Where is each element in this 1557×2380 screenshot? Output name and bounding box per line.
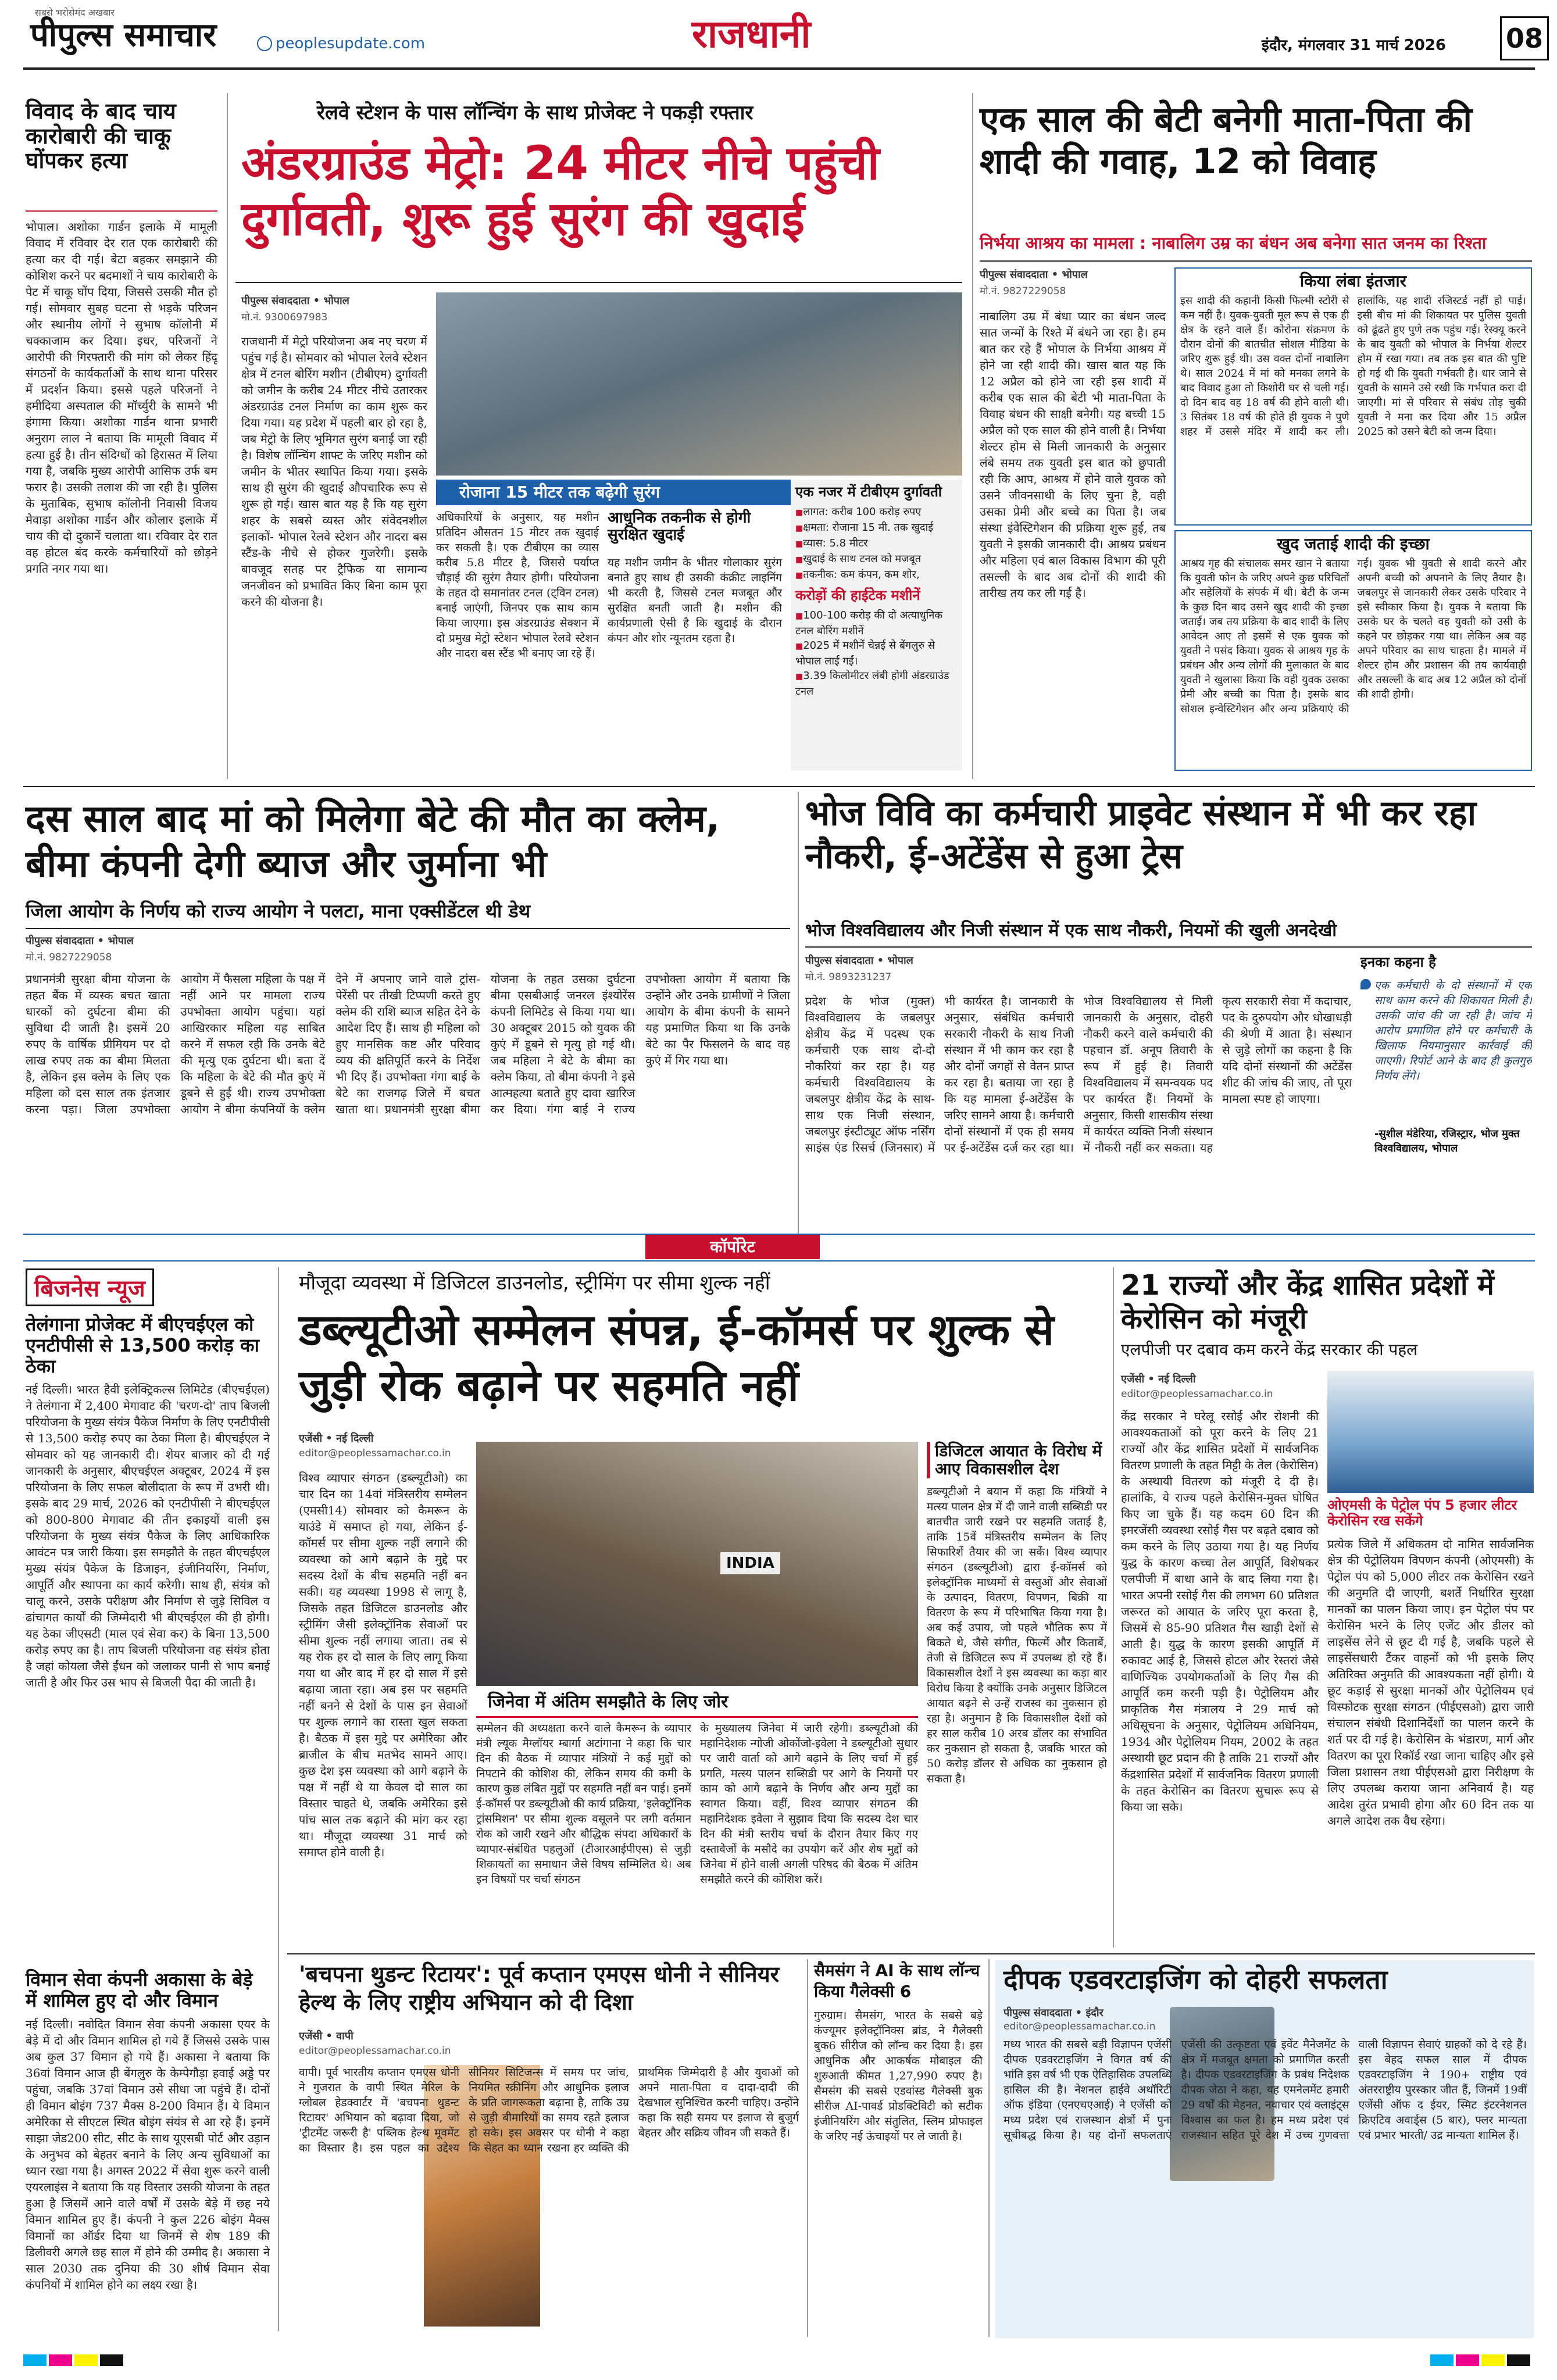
headline-rule bbox=[26, 210, 217, 212]
page-number: 08 bbox=[1500, 16, 1549, 60]
fact-item: ■ खुदाई के साथ टनल को मजबूत bbox=[795, 552, 958, 567]
story-dhoni bbox=[287, 1960, 799, 2338]
byline: पीपुल्स संवाददाता • भोपाल bbox=[241, 295, 349, 307]
headline-rule bbox=[26, 928, 790, 929]
quote-attribution: -सुशील मंडेरिया, रजिस्ट्रार, भोज मुक्त विश्वविद्यालय, भोपाल bbox=[1374, 1128, 1520, 1155]
story-kerosene bbox=[1121, 1268, 1534, 1946]
story-headline: दीपक एडवरटाइजिंग को दोहरी सफलता bbox=[1004, 1964, 1388, 1995]
facts-list bbox=[791, 505, 962, 583]
fact-item: ■ व्यास: 5.8 मीटर bbox=[795, 536, 958, 552]
print-registration-strip bbox=[1430, 2354, 1533, 2368]
story-samsung bbox=[814, 1960, 983, 2338]
column-divider bbox=[972, 93, 973, 779]
story-kicker: निर्भया आश्रय का मामला : नाबालिग उम्र का बंधन अब बनेगा सात जनम का रिश्ता bbox=[980, 233, 1487, 253]
story-kicker: भोज विश्वविद्यालय और निजी संस्थान में एक साथ नौकरी, नियमों की खुली अनदेखी bbox=[805, 920, 1337, 941]
column-divider bbox=[278, 1267, 279, 2331]
fact-item: ■ 2025 में मशीनें चेन्नई से बेंगलुरु से भोपाल लाई गईं। bbox=[795, 638, 958, 669]
headline-rule bbox=[235, 282, 962, 283]
business-news-column bbox=[26, 1268, 270, 2338]
story-headline: तेलंगाना प्रोजेक्ट में बीएचईएल को एनटीपीसी से 13,500 करोड़ का ठेका bbox=[26, 1313, 259, 1377]
section-title: राजधानी bbox=[692, 12, 811, 56]
story-body: भोपाल। अशोका गार्डन इलाके में मामूली विवाद में रविवार देर रात एक कारोबारी की हत्या कर दी गई। बेटा बहकर समझाने की कोशिश करने पर बदमाशों ने चाय कारोबारी के पेट में चाकू घोंप दिया, जिससे उसकी मौत हो गई। सोमवार सुबह घटना से भड़के परिजन और स्थानीय लोगों ने सुभाष कॉलोनी में चक्काजाम कर दिया। इधर, परिजनों ने आरोपी की गिरफ्तारी की मांग को लेकर हिंदू संगठनों के कार्यकर्ताओं के साथ थाना परिसर में प्रदर्शन किया। इससे पहले परिजनों ने हमीदिया अस्पताल की मॉर्च्युरी के सामने भी हंगामा किया। अशोका गार्डन थाना प्रभारी अनुराग लाल ने बताया कि मामूली विवाद में हत्या हुई है। तीन संदिग्धों को हिरासत में लिया गया है, जबकि मुख्य आरोपी आसिफ उर्फ बम फरार है। उसकी तलाश की जा रही है। पुलिस के मुताबिक, सुभाष कॉलोनी निवासी विजय मेवाड़ा अशोका गार्डन और कोलार इलाके में चाय की दो दुकानें चलाता था। रविवार देर रात वह होटल बंद करके कर्मचारियों को छोड़ने प्रगति नगर गया था। bbox=[26, 220, 217, 576]
story-body: राजधानी में मेट्रो परियोजना अब नए चरण में पहुंच गई है। सोमवार को भोपाल रेलवे स्टेशन क्षेत्र में टनल बोरिंग मशीन (टीबीएम) दुर्गावती को जमीन के करीब 24 मीटर नीचे उतारकर अंडरग्राउंड टनल निर्माण का काम शुरू कर दिया गया। यह प्रदेश में पहली बार हो रहा है, जब मेट्रो के लिए भूमिगत सुरंग बनाई जा रही है। विशेष लॉन्चिंग शाफ्ट के जरिए मशीन को जमीन के भीतर स्थापित किया गया। इसके साथ ही सुरंग की खुदाई औपचारिक रूप से शुरू हो गई। खास बात यह है कि यह सुरंग शहर के सबसे व्यस्त और संवेदनशील इलाकों- भोपाल रेलवे स्टेशन और नादरा बस स्टैंड-के नीचे से होकर गुजरेगी। इसके बावजूद सतह पर ट्रैफिक या सामान्य जनजीवन को प्रभावित किए बिना काम पूरा करने की योजना है। bbox=[241, 334, 427, 609]
photo-nameplate: INDIA bbox=[720, 1552, 780, 1574]
box-title: खुद जताई शादी की इच्छा bbox=[1277, 534, 1430, 553]
byline: एजेंसी • नई दिल्ली bbox=[299, 1432, 374, 1445]
story-headline: दस साल बाद मां को मिलेगा बेटे की मौत का क्लेम, बीमा कंपनी देगी ब्याज और जुर्माना भी bbox=[26, 798, 720, 886]
headline-rule bbox=[980, 260, 1532, 262]
headline-rule bbox=[805, 946, 1532, 948]
story-headline: 21 राज्यों और केंद्र शासित प्रदेशों में केरोसिन को मंजूरी bbox=[1121, 1269, 1494, 1335]
byline: एजेंसी • नई दिल्ली bbox=[1121, 1373, 1196, 1385]
story-body-continued: प्रत्येक जिले में अधिकतम दो नामित सार्वजनिक क्षेत्र की पेट्रोलियम विपणन कंपनी (ओएमसी) के पेट्रोल पंप को 5,000 लीटर तक केरोसिन रखने की अनुमति दी जाएगी, बशर्ते निर्धारित सुरक्षा मानकों का पालन किया जाए। इन पेट्रोल पंप पर केरोसिन भरने के लिए एजेंट और डीलर को लाइसेंस लेने से छूट दी गई है, जबकि पहले से लाइसेंसधारी टैंकर वाहनों को भी इसके लिए अतिरिक्त अनुमति की आवश्यकता नहीं होगी। ये छूट कड़ाई से सुरक्षा मानकों और पेट्रोलियम एवं विस्फोटक सुरक्षा संगठन (पीईएसओ) द्वारा जारी संचालन संबंधी दिशानिर्देशों का पालन करने के शर्त पर दी गई है। केरोसिन के भंडारण, मार्ग और वितरण का पूरा रिकॉर्ड रखा जाना चाहिए और इसे जिला प्रशासन तथा पीईएसओ द्वारा निरीक्षण के लिए उपलब्ध कराया जाना अनिवार्य है। यह आदेश तुरंत प्रभावी होगा और 60 दिन तक या अगले आदेश तक वैध रहेगा। bbox=[1327, 1537, 1534, 1828]
column-divider bbox=[798, 792, 799, 1234]
business-label: बिजनेस न्यूज bbox=[26, 1268, 154, 1306]
dateline: इंदौर, मंगलवार 31 मार्च 2026 bbox=[1262, 37, 1446, 54]
contact-email[interactable]: editor@peoplessamachar.co.in bbox=[299, 1448, 451, 1459]
story-kicker: मौजूदा व्यवस्था में डिजिटल डाउनलोड, स्ट्रीमिंग पर सीमा शुल्क नहीं bbox=[299, 1271, 770, 1295]
story-headline: सैमसंग ने AI के साथ लॉन्च किया गैलेक्सी 6 bbox=[814, 1961, 980, 2001]
corporate-label: कॉर्पोरेट bbox=[645, 1235, 820, 1259]
fact-item: ■ तकनीक: कम कंपन, कम शोर, bbox=[795, 567, 958, 583]
story-wto bbox=[287, 1267, 1107, 1947]
globe-icon bbox=[257, 36, 272, 51]
reporter-phone: मो.नं. 9827229058 bbox=[980, 285, 1066, 297]
contact-email[interactable]: editor@peoplessamachar.co.in bbox=[299, 2045, 451, 2057]
story-body: नई दिल्ली। भारत हैवी इलेक्ट्रिकल्स लिमिटेड (बीएचईएल) ने तेलंगाना में 2,400 मेगावाट की 'चरण-दो' ताप बिजली परियोजना के मुख्य संयंत्र पैकेज निर्माण के लिए एनटीपीसी से 13,500 करोड़ रुपए का ठेका मिला है। बीएचईएल ने सोमवार को यह जानकारी दी। शेयर बाजार को दी गई जानकारी के अनुसार, बीएचईएल अक्टूबर, 2024 में इस परियोजना के लिए सफल बोलीदाता के रूप में उभरी थी। इसके बाद 29 मार्च, 2026 को एनटीपीसी ने बीएचईएल को 800-800 मेगावाट की तीन इकाइयों वाली इस परियोजना के मुख्य संयंत्र पैकेज के लिए आधिकारिक आवंटन पत्र जारी किया। इस समझौते के तहत बीएचईएल मुख्य संयंत्र पैकेज के डिजाइन, इंजीनियरिंग, निर्माण, आपूर्ति और स्थापना का कार्य करेगी। साथ ही, संयंत्र को चालू करने, उसके परीक्षण और निर्माण से जुड़े सिविल व ढांचागत कार्यों की जिम्मेदारी भी बीएचईएल की ही होगी। यह ठेका जीएसटी (माल एवं सेवा कर) के बिना 13,500 करोड़ रुपए का है। ताप बिजली परियोजना वह संयंत्र होता है जहां कोयला जैसे ईंधन को जलाकर पानी से भाप बनाई जाती है और फिर उस भाप से बिजली पैदा की जाती है। bbox=[26, 1382, 270, 1690]
photo-caption: ओएमसी के पेट्रोल पंप 5 हजार लीटर केरोसिन रख सकेंगे bbox=[1327, 1497, 1517, 1529]
reporter-phone: मो.नं. 9893231237 bbox=[805, 971, 892, 983]
story-headline: विमान सेवा कंपनी अकासा के बेड़े में शामिल हुए दो और विमान bbox=[26, 1968, 253, 2012]
column-divider bbox=[1113, 1267, 1114, 1947]
story-body: प्रदेश के भोज (मुक्त) विश्वविद्यालय के जबलपुर क्षेत्रीय केंद्र में पदस्थ एक कर्मचारी एक साथ दो-दो नौकरियां कर रहा है। यह कर्मचारी विश्वविद्यालय के जबलपुर क्षेत्रीय केंद्र के साथ-साथ एक निजी संस्थान, जबलपुर इंस्टीट्यूट ऑफ नर्सिंग साइंस एंड रिसर्च (जिनसार) में भी कार्यरत है। जानकारी के अनुसार, संबंधित कर्मचारी सरकारी नौकरी के साथ निजी संस्थान में भी काम कर रहा है और दोनों जगहों से वेतन प्राप्त कर रहा है। बताया जा रहा है कि यह मामला ई-अटेंडेंस के जरिए सामने आया है। कर्मचारी दोनों संस्थानों में एक ही समय पर ई-अटेंडेंस दर्ज कर रहा था। भोज विश्वविद्यालय से मिली जानकारी के अनुसार, दोहरी नौकरी करने वाले कर्मचारी की पहचान डॉ. अनूप तिवारी के रूप में हुई है। तिवारी विश्वविद्यालय में समन्वयक पद पर कार्यरत हैं। नियमों के अनुसार, किसी शासकीय संस्था में कार्यरत व्यक्ति निजी संस्थान में नौकरी नहीं कर सकता। यह कृत्य सरकारी सेवा में कदाचार, पद के दुरुपयोग और धोखाधड़ी की श्रेणी में आता है। संस्थान से जुड़े लोगों का कहना है कि यदि दोनों संस्थानों की अटेंडेंस शीट की जांच की जाए, तो पूरा मामला स्पष्ट हो जाएगा। bbox=[805, 994, 1352, 1155]
masthead-bar bbox=[0, 0, 1557, 65]
byline: पीपुल्स संवाददाता • भोपाल bbox=[805, 955, 913, 967]
quote-title: इनका कहना है bbox=[1360, 954, 1436, 970]
sidebar-box-wait bbox=[1174, 267, 1532, 526]
story-headline: भोज विवि का कर्मचारी प्राइवेट संस्थान में भी कर रहा नौकरी, ई-अटेंडेंस से हुआ ट्रेस bbox=[805, 793, 1477, 877]
print-registration-strip bbox=[23, 2354, 126, 2368]
reporter-phone: मो.नं. 9827229058 bbox=[26, 952, 112, 963]
photo-caption-bar: रोजाना 15 मीटर तक बढ़ेगी सुरंग bbox=[436, 480, 808, 505]
byline: पीपुल्स संवाददाता • इंदौर bbox=[1004, 2007, 1104, 2019]
story-body: विश्व व्यापार संगठन (डब्ल्यूटीओ) का चार दिन का 14वां मंत्रिस्तरीय सम्मेलन (एमसी14) सोमवार को कैमरून के याउंडे में समाप्त हो गया, लेकिन ई-कॉमर्स पर सीमा शुल्क नहीं लगाने की व्यवस्था को आगे बढ़ाने के मुद्दे पर सदस्य देशों के बीच सहमति नहीं बन सकी। यह व्यवस्था 1998 से लागू है, जिसके तहत डिजिटल डाउनलोड और स्ट्रीमिंग जैसी इलेक्ट्रॉनिक सेवाओं पर सीमा शुल्क नहीं लगाया जाता। तब से यह रोक हर दो साल के लिए लागू किया गया था और बाद में हर दो साल में इसे बढ़ाया जाता रहा। अब इस पर सहमति नहीं बनने से देशों के पास इन सेवाओं पर शुल्क लगाने का रास्ता खुल सकता है। बैठक में इस मुद्दे पर अमेरिका और ब्राजील के बीच मतभेद सामने आए। कुछ देश इस व्यवस्था को आगे बढ़ाने के पक्ष में नहीं थे या केवल दो साल का विस्तार चाहते थे, जबकि अमेरिका इसे पांच साल तक बढ़ाने की मांग कर रहा था। मौजूदा व्यवस्था 31 मार्च को समाप्त होने वाली है। bbox=[299, 1471, 467, 1859]
story-headline: एक साल की बेटी बनेगी माता-पिता की शादी की गवाह, 12 को विवाह bbox=[980, 99, 1472, 182]
story-headline: डब्ल्यूटीओ सम्मेलन संपन्न, ई-कॉमर्स पर शुल्क से जुड़ी रोक बढ़ाने पर सहमति नहीं bbox=[299, 1305, 1054, 1411]
box-body: इस शादी की कहानी किसी फिल्मी स्टोरी से कम नहीं है। युवक-युवती मूल रूप से एक ही क्षेत्र के रहने वाले हैं। कोरोना संक्रमण के दौरान दोनों की बातचीत सोशल मीडिया के जरिए शुरू हुई थी। उस वक्त दोनों नाबालिग थे। साल 2024 में मां को मनका लगने के बाद विवाद हुआ तो किशोरी घर से चली गई। दो दिन बाद वह 18 वर्ष की होने वाली थी। 3 सितंबर 18 वर्ष की होते ही युवक ने पुणे शहर में उससे मंदिर में शादी कर ली। हालांकि, यह शादी रजिस्टर्ड नहीं हो पाई। इसी बीच मां की शिकायत पर पुलिस युवती को ढूंढते हुए पुणे तक पहुंच गई। रेस्क्यू करने के बाद युवती को भोपाल के निर्भया शेल्टर होम में रखा गया। तब तक इस बात की पुष्टि हो गई थी कि युवती गर्भवती है। धार जाने से युवती के सामने उसे रखी कि गर्भपात करा दी जाएगी। मां से परिवार से संबंध तोड़ चुकी युवती ने मना कर दिया और 15 अप्रैल 2025 को उसने बेटी को जन्म दिया। bbox=[1180, 295, 1526, 438]
sidebar-title: डिजिटल आयात के विरोध में आए विकासशील देश bbox=[927, 1442, 1107, 1478]
photo-caption-bar: जिनेवा में अंतिम समझौते के लिए जोर bbox=[476, 1688, 918, 1718]
byline: एजेंसी • वापी bbox=[299, 2030, 353, 2042]
byline: पीपुल्स संवाददाता • भोपाल bbox=[26, 935, 134, 947]
header-rule bbox=[23, 67, 1535, 70]
story-body: प्रधानमंत्री सुरक्षा बीमा योजना के तहत बैंक में व्यस्क बचत खाता धारकों को दुर्घटना बीमा की सुविधा दी जाती है। इसमें 20 रुपए के वार्षिक प्रीमियम पर दो लाख रुपए तक का बीमा मिलता है, लेकिन इस क्लेम के लिए एक महिला को दस साल तक इंतजार करना पड़ा। जिला उपभोक्ता आयोग में फैसला महिला के पक्ष में नहीं आने पर मामला राज्य उपभोक्ता आयोग पहुंचा। यहां आखिरकार महिला यह साबित करने में सफल रही कि उनके बेटे की मृत्यु एक दुर्घटना थी। बता दें कि महिला के बेटे की मौत कुएं में डूबने से हुई थी। राज्य उपभोक्ता आयोग ने बीमा कंपनियों के क्लेम देने में अपनाए जाने वाले ट्रांस-पेरेंसी पर तीखी टिप्पणी करते हुए क्लेम की राशि ब्याज सहित देने के आदेश दिए हैं। साथ ही महिला को हुए मानसिक कष्ट और परिवाद व्यय की क्षतिपूर्ति करने के निर्देश भी दिए हैं। उपभोक्ता गंगा बाई के बेटे का राजगढ़ जिले में बचत खाता था। प्रधानमंत्री सुरक्षा बीमा योजना के तहत उसका दुर्घटना बीमा एसबीआई जनरल इंश्योरेंस कंपनी लिमिटेड से किया गया था। 30 अक्टूबर 2015 को युवक की कुएं में डूबने से मृत्यु हो गई थी। जब महिला ने बेटे के बीमा का क्लेम किया, तो बीमा कंपनी ने इसे आत्महत्या बताते हुए दावा खारिज कर दिया। गंगा बाई ने राज्य उपभोक्ता आयोग में बताया कि उन्होंने और उनके ग्रामीणों ने जिला आयोग के बीमा कंपनी के सामने यह प्रमाणित किया था कि उनके बेटे का पैर फिसलने के बाद वह कुएं में गिर गया था। bbox=[26, 972, 790, 1116]
kerosene-photo bbox=[1327, 1371, 1534, 1493]
story-col3: यह मशीन जमीन के भीतर गोलाकार सुरंग बनाते हुए साथ ही उसकी कंक्रीट लाइनिंग भी करती है, जिससे टनल मजबूत और सुरक्षित बनती जाती है। मशीन की कार्यप्रणाली ऐसी है कि खुदाई के दौरान कंपन और शोर न्यूनतम रहता है। bbox=[608, 556, 782, 645]
story-bhoj-university bbox=[805, 792, 1532, 1234]
story-tea-murder bbox=[26, 99, 217, 762]
sidebar-body: डब्ल्यूटीओ ने बयान में कहा कि मंत्रियों ने मत्स्य पालन क्षेत्र में दी जाने वाली सब्सिडी पर बातचीत जारी रखने पर सहमति जताई है, ताकि 15वें मंत्रिस्तरीय सम्मेलन के लिए सिफारिशें तैयार की जा सकें। विश्व व्यापार संगठन (डब्ल्यूटीओ) द्वारा ई-कॉमर्स को इलेक्ट्रॉनिक माध्यमों से वस्तुओं और सेवाओं के उत्पादन, वितरण, विपणन, बिक्री या वितरण के रूप में परिभाषित किया गया है। अब कई उपाय, जो पहले भौतिक रूप में बिकते थे, जैसे संगीत, फिल्में और किताबें, तेजी से डिजिटल रूप में उपलब्ध हो रहे हैं। विकासशील देशों ने इस व्यवस्था का कड़ा बार विरोध किया है क्योंकि उनके अनुसार डिजिटल आयात बढ़ने से उन्हें राजस्व का नुकसान हो रहा है। अनुमान है कि विकासशील देशों को हर साल करीब 10 अरब डॉलर का संभावित कर नुकसान हो सकता है, जबकि भारत को 50 करोड़ डॉलर से अधिक का नुकसान हो सकता है। bbox=[927, 1485, 1107, 1785]
story-kicker: रेलवे स्टेशन के पास लॉन्चिंग के साथ प्रोजेक्ट ने पकड़ी रफ्तार bbox=[317, 101, 753, 124]
story-deepak-advertising bbox=[995, 1960, 1534, 2338]
section-rule bbox=[287, 1953, 1535, 1954]
story-body: मध्य भारत की सबसे बड़ी विज्ञापन एजेंसी दीपक एडवरटाइजिंग ने विगत वर्ष की भांति इस वर्ष भी एक ऐतिहासिक उपलब्धि हासिल की है। नेशनल हाईवे अथॉरिटी ऑफ इंडिया (एनएचएआई) ने एजेंसी को मध्य प्रदेश एवं राजस्थान क्षेत्रों में पुनः सूचीबद्ध किया है। यह दोनों सफलताएं एजेंसी की उत्कृष्टता एवं इवेंट मैनेजमेंट के क्षेत्र में मजबूत क्षमता को प्रमाणित करती है। दीपक एडवरटाइजिंग के प्रबंध निदेशक दीपक जेठा ने कहा, यह एमनेलमेंट हमारी 29 वर्षों की मेहनत, नवाचार एवं क्लाइंट्स विश्वास का फल है। हम मध्य प्रदेश एवं राजस्थान सहित पूरे देश में उच्च गुणवत्ता वाली विज्ञापन सेवाएं ग्राहकों को दे रहे हैं। इस बेहद सफल साल में दीपक एडवरटाइजिंग ने 190+ राष्ट्रीय एवं अंतरराष्ट्रीय पुरस्कार जीत हैं, जिनमें 19वीं एजेंसी ऑफ द ईयर, स्मिट इंटरनेशनल क्रिएटिव अवार्ड्स (5 बार), फ्लर मान्यता एवं प्रभार भारती/ उद्र मान्यता शामिल हैं। bbox=[1004, 2038, 1527, 2142]
sidebar-box-wish bbox=[1174, 530, 1532, 771]
fact-item: ■ क्षमता: रोजाना 15 मी. तक खुदाई bbox=[795, 520, 958, 536]
contact-email[interactable]: editor@peoplessamachar.co.in bbox=[1004, 2021, 1156, 2032]
story-kicker: एलपीजी पर दबाव कम करने केंद्र सरकार की पहल bbox=[1121, 1340, 1418, 1359]
quote-icon bbox=[1360, 979, 1371, 989]
story-headline: अंडरग्राउंड मेट्रो: 24 मीटर नीचे पहुंची दुर्गावती, शुरू हुई सुरंग की खुदाई bbox=[241, 136, 880, 246]
story-metro bbox=[235, 96, 968, 782]
reporter-phone: मो.नं. 9300697983 bbox=[241, 312, 328, 323]
fact-item: ■ 3.39 किलोमीटर लंबी होगी अंडरग्राउंड टनल bbox=[795, 669, 958, 699]
story-body: गुरुग्राम। सैमसंग, भारत के सबसे बड़े कंज्यूमर इलेक्ट्रॉनिक्स ब्रांड, ने गैलेक्सी बुक6 सीरीज को लॉन्च कर दिया है। इस आधुनिक और आकर्षक मोबाइल की शुरुआती कीमत 1,27,990 रुपए है। सैमसंग की सबसे एडवांस्ड गैलेक्सी बुक सीरीज AI-पावर्ड प्रोडक्टिविटी को सटीक इंजीनियरिंग और संतुलित, स्लिम प्रोफाइल के जरिए नई ऊंचाइयों पर ले जाती है। bbox=[814, 2009, 983, 2143]
box-title: किया लंबा इंतजार bbox=[1299, 271, 1407, 291]
metro-team-photo bbox=[436, 292, 962, 476]
story-col4: के मुख्यालय जिनेवा में जारी रहेगी। डब्ल्यूटीओ की महानिदेशक न्गोजी ओकोंजो-इवेला ने डब्ल्यूटीओ सुधार पर जारी वार्ता को आगे बढ़ाने के लिए चर्चा में हुई प्रगति, मत्स्य पालन सब्सिडी पर आगे के नियमों पर काम को आगे बढ़ाने के निर्णय और अन्य मुद्दों का स्वागत किया। वहीं, विश्व व्यापार संगठन की महानिदेशक इवेला ने सुझाव दिया कि सदस्य देश चार दिन की मंत्री स्तरीय चर्चा के दौरान तैयार किए गए दस्तावेजों के मसौदे का उपयोग करें और शेष मुद्दों को जिनेवा में होने वाली अगली परिषद की बैठक में अंतिम समझौते करने की कोशिश करें। bbox=[700, 1722, 918, 1886]
story-body: वापी। पूर्व भारतीय कप्तान एमएस धोनी ने गुजरात के वापी स्थित मेरिल के ग्लोबल हेडक्वार्टर में 'बचपना थुडन्ट रिटायर' अभियान को बढ़ावा दिया, जो 'ट्रीटमेंट जरूरी है' पब्लिक हेल्थ मूवमेंट का विस्तार है। इस पहल का उद्देश्य सीनियर सिटिजन्स में समय पर जांच, नियमित स्क्रीनिंग और आधुनिक इलाज के प्रति जागरूकता बढ़ाना है, ताकि उम्र से जुड़ी बीमारियों का समय रहते इलाज हो सके। इस अवसर पर धोनी ने कहा कि सेहत का ध्यान रखना हर व्यक्ति की प्राथमिक जिम्मेदारी है और युवाओं को अपने माता-पिता व दादा-दादी की देखभाल सुनिश्चित करनी चाहिए। उन्होंने कहा कि सही समय पर इलाज से बुजुर्ग बेहतर और सक्रिय जीवन जी सकते हैं। bbox=[299, 2066, 799, 2154]
byline: पीपुल्स संवाददाता • भोपाल bbox=[980, 269, 1088, 281]
facts-box bbox=[791, 480, 962, 770]
box-body: आश्रय गृह की संचालक समर खान ने बताया कि युवती फोन के जरिए अपने कुछ परिचितों और सहेलियों के संपर्क में थी। बेटी के जन्म के कुछ दिन बाद उसने खुद शादी की इच्छा जताई। जब तय प्रक्रिया के बाद शादी के लिए आवेदन आए तो इसमें से एक युवक को युवती ने पसंद किया। युवक से आश्रय गृह के प्रबंधन और अन्य लोगों की मुलाकात के बाद युवती ने खुलासा किया कि वही युवक उसका प्रेमी और बच्ची का पिता है। इसके बाद सोशल इन्वेस्टिगेशन और अन्य प्रक्रियाएं की गईं। युवक भी युवती से शादी करने और अपनी बच्ची को अपनाने के लिए तैयार है। जबलपुर से जानकारी लेकर उसके परिवार ने इसे स्वीकार किया है। युवक ने बताया कि उसके घर के चलते वह युवती को उसी के कहने पर छोड़कर गया था। लेकिन अब वह अपने परिवार का साथ चाहता है। मामले में शेल्टर होम और प्रशासन की तय कार्यवाही और तसल्ली के बाद अब 12 अप्रैल को दोनों की शादी होगी। bbox=[1180, 558, 1526, 716]
fact-item: ■ लागत: करीब 100 करोड़ रुपए bbox=[795, 505, 958, 520]
website-url[interactable]: peoplesupdate.com bbox=[276, 35, 426, 52]
column-divider bbox=[227, 93, 228, 779]
story-headline: विवाद के बाद चाय कारोबारी की चाकू घोंपकर हत्या bbox=[26, 98, 176, 174]
column-divider bbox=[807, 1959, 808, 2337]
column-divider bbox=[988, 1959, 990, 2337]
story-body: केंद्र सरकार ने घरेलू रसोई और रोशनी की आवश्यकताओं को पूरा करने के लिए 21 राज्यों और केंद्र शासित प्रदेशों में सार्वजनिक वितरण प्रणाली के तहत मिट्टी के तेल (केरोसिन) के अस्थायी वितरण को मंजूरी दे दी है। हालांकि, ये राज्य पहले केरोसिन-मुक्त घोषित किए जा चुके हैं। यह कदम 60 दिन की इमरजेंसी व्यवस्था रसोई गैस पर बढ़ते दबाव को कम करने के लिए उठाया गया है। यह निर्णय युद्ध के कारण कच्चा तेल आपूर्ति, विशेषकर एलपीजी में बाधा आने के बाद लिया गया है। भारत अपनी रसोई गैस की लगभग 60 प्रतिशत जरूरत को आयात के जरिए पूरा करता है, जिसमें से 85-90 प्रतिशत गैस खाड़ी देशों से आती है। युद्ध के कारण इसकी आपूर्ति में रुकावट आई है, जिससे होटल और रेस्तरां जैसे वाणिज्यिक उपयोगकर्ताओं के लिए गैस की आपूर्ति कम करनी पड़ी है। पेट्रोलियम और प्राकृतिक गैस मंत्रालय ने 29 मार्च को अधिसूचना के अनुसार, पेट्रोलियम अधिनियम, 1934 और पेट्रोलियम नियम, 2002 के तहत अस्थायी छूट प्रदान की है ताकि 21 राज्यों और केंद्रशासित प्रदेशों में सार्वजनिक वितरण प्रणाली के तहत केरोसिन का वितरण सुचारू रूप से किया जा सके। bbox=[1121, 1409, 1319, 1814]
story-col2: अधिकारियों के अनुसार, यह मशीन प्रतिदिन औसतन 15 मीटर तक खुदाई कर सकती है। एक टीबीएम का व्यास करीब 5.8 मीटर है, जिससे पर्याप्त चौड़ाई की सुरंग तैयार होगी। परियोजना के तहत दो समानांतर टनल (ट्विन टनल) बनाई जाएंगी, जिनपर एक साथ काम किया जाएगा। इस अंडरग्राउंड सेक्शन में दो प्रमुख मेट्रो स्टेशन भोपाल रेलवे स्टेशन और नादरा बस स्टैंड भी बनाए जा रहे हैं। bbox=[436, 511, 599, 660]
story-insurance-claim bbox=[26, 796, 790, 1227]
story-body: नाबालिग उम्र में बंधा प्यार का बंधन जल्द सात जन्मों के रिश्ते में बंधने जा रहा है। हम बात कर रहे हैं भोपाल के निर्भया आश्रय में होने जा रही शादी की। खास बात यह कि 12 अप्रैल को होने जा रही इस शादी में करीब एक साल की बेटी भी माता-पिता के विवाह बंधन की साक्षी बनेगी। यह बच्ची 15 अप्रैल को एक साल की होने वाली है। निर्भया शेल्टर होम से मिली जानकारी के अनुसार लंबे समय तक युवती इस बात को छुपाती रही कि आप, आश्रय में होने वाले युवक को उसने जीवनसाथी के लिए चुना है, वही उसका प्रेमी और बच्चे का पिता है। जब संस्था इंवेस्टिगेशन की प्रक्रिया शुरू हुई, तब युवती ने इसकी जानकारी दी। आश्रय प्रबंधन और महिला एवं बाल विकास विभाग की पूरी तसल्ली के बाद अब दोनों की शादी की तारीख तय कर ली गई है। bbox=[980, 309, 1166, 600]
masthead-tagline: सबसे भरोसेमंद अखबार bbox=[35, 7, 115, 18]
masthead-logo: पीपुल्स समाचार bbox=[30, 16, 217, 54]
sidebar-developing-countries bbox=[927, 1442, 1107, 1942]
facts-title: एक नजर में टीबीएम दुर्गावती bbox=[795, 484, 942, 500]
section-rule bbox=[23, 786, 1535, 787]
wto-meeting-photo bbox=[476, 1442, 918, 1686]
fact-item: ■ 100-100 करोड़ की दो अत्याधुनिक टनल बोरिंग मशीनें bbox=[795, 608, 958, 638]
story-col3: सम्मेलन की अध्यक्षता करने वाले कैमरून के व्यापार मंत्री ल्यूक मैग्लॉयर म्बार्गा अटांगाना ने कहा कि चार दिन की बैठक में व्यापार मंत्रियों ने कई मुद्दों को निपटाने की कोशिश की, लेकिन समय की कमी के कारण कुछ लंबित मुद्दों पर सहमति नहीं बन पाई। इनमें ई-कॉमर्स पर डब्ल्यूटीओ की कार्य प्रक्रिया, 'इलेक्ट्रॉनिक ट्रांसमिशन' पर सीमा शुल्क वसूलने पर लगी वर्तमान रोक को जारी रखने और बौद्धिक संपदा अधिकारों के व्यापार-संबंधित पहलुओं (टीआरआईपीएस) से जुड़ी शिकायतों का समाधान जैसे विषय सम्मिलित थे। अब इन विषयों पर चर्चा संगठन bbox=[476, 1722, 691, 1886]
story-headline: 'बचपना थुडन्ट रिटायर': पूर्व कप्तान एमएस धोनी ने सीनियर हेल्थ के लिए राष्ट्रीय अभियान को दी दिशा bbox=[299, 1961, 780, 2015]
facts2-list bbox=[791, 608, 962, 699]
subhead: आधुनिक तकनीक से होगी सुरक्षित खुदाई bbox=[608, 509, 751, 544]
quote-box bbox=[1360, 955, 1532, 1199]
story-kicker: जिला आयोग के निर्णय को राज्य आयोग ने पलटा, माना एक्सीडेंटल थी डेथ bbox=[26, 900, 531, 922]
quote-text: एक कर्मचारी के दो संस्थानों में एक साथ काम करने की शिकायत मिली है। उसकी जांच की जा रही है। जांच में आरोप प्रमाणित होने पर कर्मचारी के खिलाफ नियमानुसार कार्रवाई की जाएगी। रिपोर्ट आने के बाद ही कुलगुरु निर्णय लेंगे। bbox=[1374, 979, 1532, 1082]
contact-email[interactable]: editor@peoplessamachar.co.in bbox=[1121, 1388, 1273, 1400]
story-shelter-wedding bbox=[980, 99, 1532, 779]
facts2-title: करोड़ों की हाईटेक मशीनें bbox=[795, 587, 920, 603]
story-body: नई दिल्ली। नवोदित विमान सेवा कंपनी अकासा एयर के बेड़े में दो और विमान शामिल हो गये हैं जिससे उसके पास अब कुल 37 विमान हो गये हैं। अकासा ने बताया कि 36वां विमान आज ही बेंगलुरु के केम्पेगौड़ा हवाई अड्डे पर पहुंचा, जबकि 37वां विमान उसे सीधा जा पहुंचे हैं। दोनों ही विमान बोइंग 737 मैक्स 8-200 विमान हैं। ये विमान अमेरिका से सीएटल स्थित बोइंग संयंत्र से आ रहे हैं। इनमें साझा जेड200 सीट, सीट के साथ यूएसबी पोर्ट और उड़ान के अनुभव को बेहतर बनाने के लिए अन्य सुविधाओं का ध्यान रखा गया है। अगस्त 2022 में सेवा शुरू करने वाली एयरलाइंस ने बताया कि यह विस्तार उसकी योजना के तहत हुआ है जिसमें आने वाले वर्षों में उसके बेड़े में छह नये विमान शामिल हुए हैं। कंपनी ने कुल 226 बोइंग मैक्स विमानों का ऑर्डर दिया था जिनमें से शेष 189 की डिलीवरी अगले छह साल में होने की उम्मीद है। अकासा ने साल 2030 तक दुनिया की 30 शीर्ष विमान सेवा कंपनियों में शामिल होने का लक्ष्य रखा है। bbox=[26, 2017, 270, 2292]
